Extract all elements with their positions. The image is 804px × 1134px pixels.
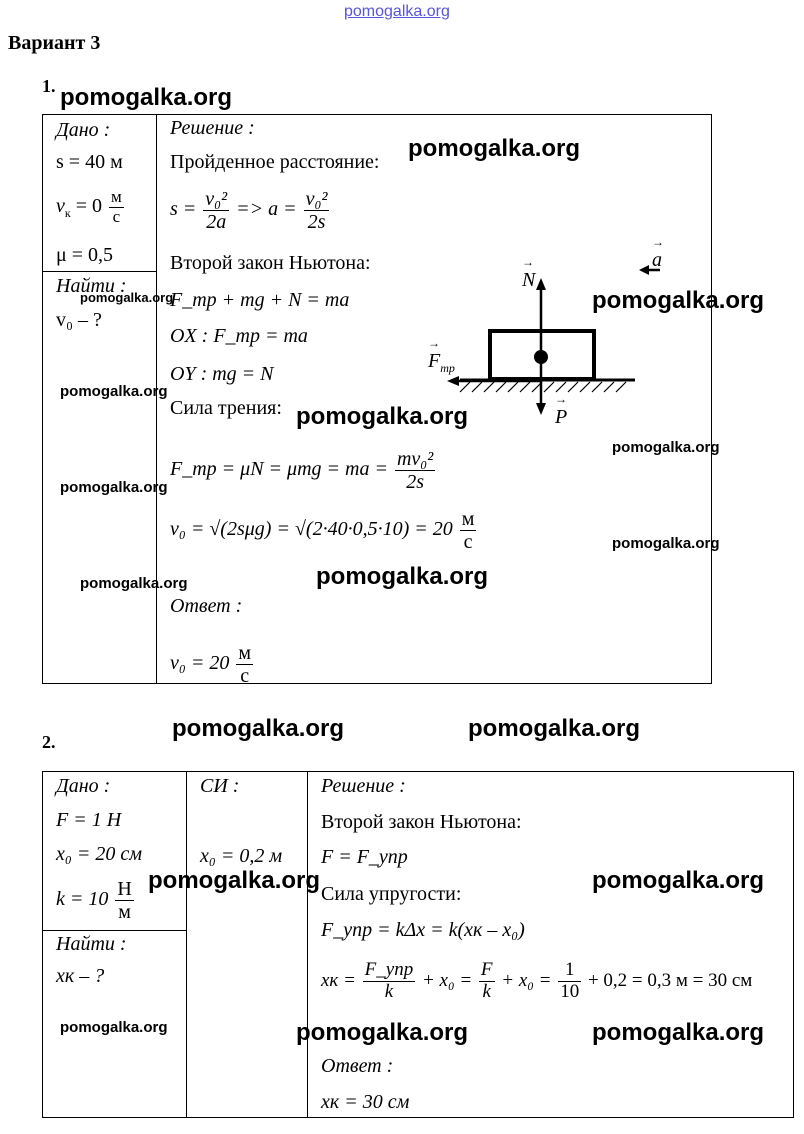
force-diagram bbox=[420, 240, 660, 430]
p2-table-bottom bbox=[42, 1117, 794, 1118]
p2-find-label: Найти : bbox=[56, 933, 127, 955]
p2-given-label: Дано : bbox=[56, 775, 111, 797]
p1-table-top bbox=[42, 114, 712, 115]
diagram-label-Ftr: → $F_{тр}$ bbox=[428, 351, 455, 374]
p1-given-s: s = 40 м bbox=[56, 151, 123, 173]
watermark-7: pomogalka.org bbox=[612, 439, 720, 456]
p1-solution-label: Решение : bbox=[170, 117, 255, 139]
watermark-17: pomogalka.org bbox=[296, 1019, 469, 1046]
watermark-10: pomogalka.org bbox=[316, 563, 489, 590]
watermark-6: pomogalka.org bbox=[296, 403, 469, 430]
p2-si-x0: x₀ = 0,2 м bbox=[200, 845, 283, 867]
watermark-3: pomogalka.org bbox=[80, 290, 174, 305]
p1-table-left bbox=[42, 114, 43, 684]
p2-answer: xк = 30 см bbox=[321, 1091, 410, 1113]
diagram-label-P: → P bbox=[555, 407, 567, 427]
p2-elastic-label: Сила упругости: bbox=[321, 883, 462, 905]
p1-table-right bbox=[711, 114, 712, 684]
diagram-label-N: → N bbox=[522, 270, 535, 290]
p2-given-F: F = 1 Н bbox=[56, 809, 122, 831]
watermark-14: pomogalka.org bbox=[148, 867, 321, 894]
p1-find-label: Найти : bbox=[56, 275, 127, 297]
p2-table-divider1 bbox=[186, 771, 187, 1118]
p2-answer-label: Ответ : bbox=[321, 1055, 394, 1077]
problem2-number: 2. bbox=[42, 732, 56, 752]
p1-find-v0: v₀ – ? bbox=[56, 309, 102, 331]
p2-si-label: СИ : bbox=[200, 775, 240, 797]
p2-given-x0: x₀ = 20 см bbox=[56, 843, 142, 865]
watermark-12: pomogalka.org bbox=[172, 715, 345, 742]
p2-table-left bbox=[42, 771, 43, 1118]
p1-eq-v0: v₀ = √(2sμg) = √(2·40·0,5·10) = 20 $\frac{м}{с}$ bbox=[170, 508, 475, 553]
p2-given-k: k = 10 $\frac{Н}{м}$ bbox=[56, 878, 132, 923]
watermark-18: pomogalka.org bbox=[592, 1019, 765, 1046]
p2-eq2: F_упр = kΔx = k(xк – x₀) bbox=[321, 919, 525, 941]
p1-friction-label: Сила трения: bbox=[170, 397, 282, 419]
p2-given-find-divider bbox=[42, 930, 187, 931]
diagram-label-a: → a bbox=[652, 250, 662, 270]
p2-newton-label: Второй закон Ньютона: bbox=[321, 811, 522, 833]
watermark-2: pomogalka.org bbox=[408, 135, 581, 162]
p1-distance-label: Пройденное расстояние: bbox=[170, 151, 380, 173]
watermark-13: pomogalka.org bbox=[468, 715, 641, 742]
p2-find-xk: xк – ? bbox=[56, 965, 105, 987]
watermark-15: pomogalka.org bbox=[592, 867, 765, 894]
p1-eq-friction: F_тр = μN = μmg = ma = $\frac{\text{mv₀²}}{2s}$ bbox=[170, 448, 434, 493]
top-watermark-link[interactable]: pomogalka.org bbox=[344, 3, 450, 20]
watermark-1: pomogalka.org bbox=[60, 84, 233, 111]
watermark-4: pomogalka.org bbox=[592, 287, 765, 314]
watermark-11: pomogalka.org bbox=[80, 575, 188, 592]
p1-eq-oy: OY : mg = N bbox=[170, 363, 274, 385]
p1-given-mu: μ = 0,5 bbox=[56, 244, 114, 266]
p1-newton-label: Второй закон Ньютона: bbox=[170, 252, 371, 274]
p2-solution-label: Решение : bbox=[321, 775, 406, 797]
p2-table-right bbox=[793, 771, 794, 1118]
p1-given-vk: $v_к = 0$ $\frac{м}{с}$ bbox=[56, 187, 122, 226]
problem1-number: 1. bbox=[42, 76, 56, 96]
p2-table-divider2 bbox=[307, 771, 308, 1118]
p2-eq1: F = F_упр bbox=[321, 846, 408, 868]
p1-table-bottom bbox=[42, 683, 712, 684]
watermark-9: pomogalka.org bbox=[612, 535, 720, 552]
watermark-16: pomogalka.org bbox=[60, 1019, 168, 1036]
p1-eq1: s = $\frac{\text{v₀²}}{2a}$ => a = $\frac{\text{v₀²}}{2s}$ bbox=[170, 188, 328, 233]
watermark-5: pomogalka.org bbox=[60, 383, 168, 400]
p1-given-label: Дано : bbox=[56, 119, 111, 141]
p1-eq-ox: OX : F_тр = ma bbox=[170, 325, 308, 347]
p1-given-find-divider bbox=[42, 271, 157, 272]
p1-answer: v₀ = 20 $\frac{м}{с}$ bbox=[170, 642, 251, 687]
watermark-8: pomogalka.org bbox=[60, 479, 168, 496]
p1-eq-vector: F_тр + mg + N = ma bbox=[170, 289, 350, 311]
p2-eq3: xк = $\frac{\text{F\_упр}}{k}$ + x₀ = $\frac{F}{k}$ + x₀ = $\frac{1}{10}$ + 0,2 = 0,3 м = 30 см bbox=[321, 959, 753, 1002]
variant-title: Вариант 3 bbox=[8, 32, 101, 54]
p2-table-top bbox=[42, 771, 794, 772]
p1-answer-label: Ответ : bbox=[170, 595, 243, 617]
